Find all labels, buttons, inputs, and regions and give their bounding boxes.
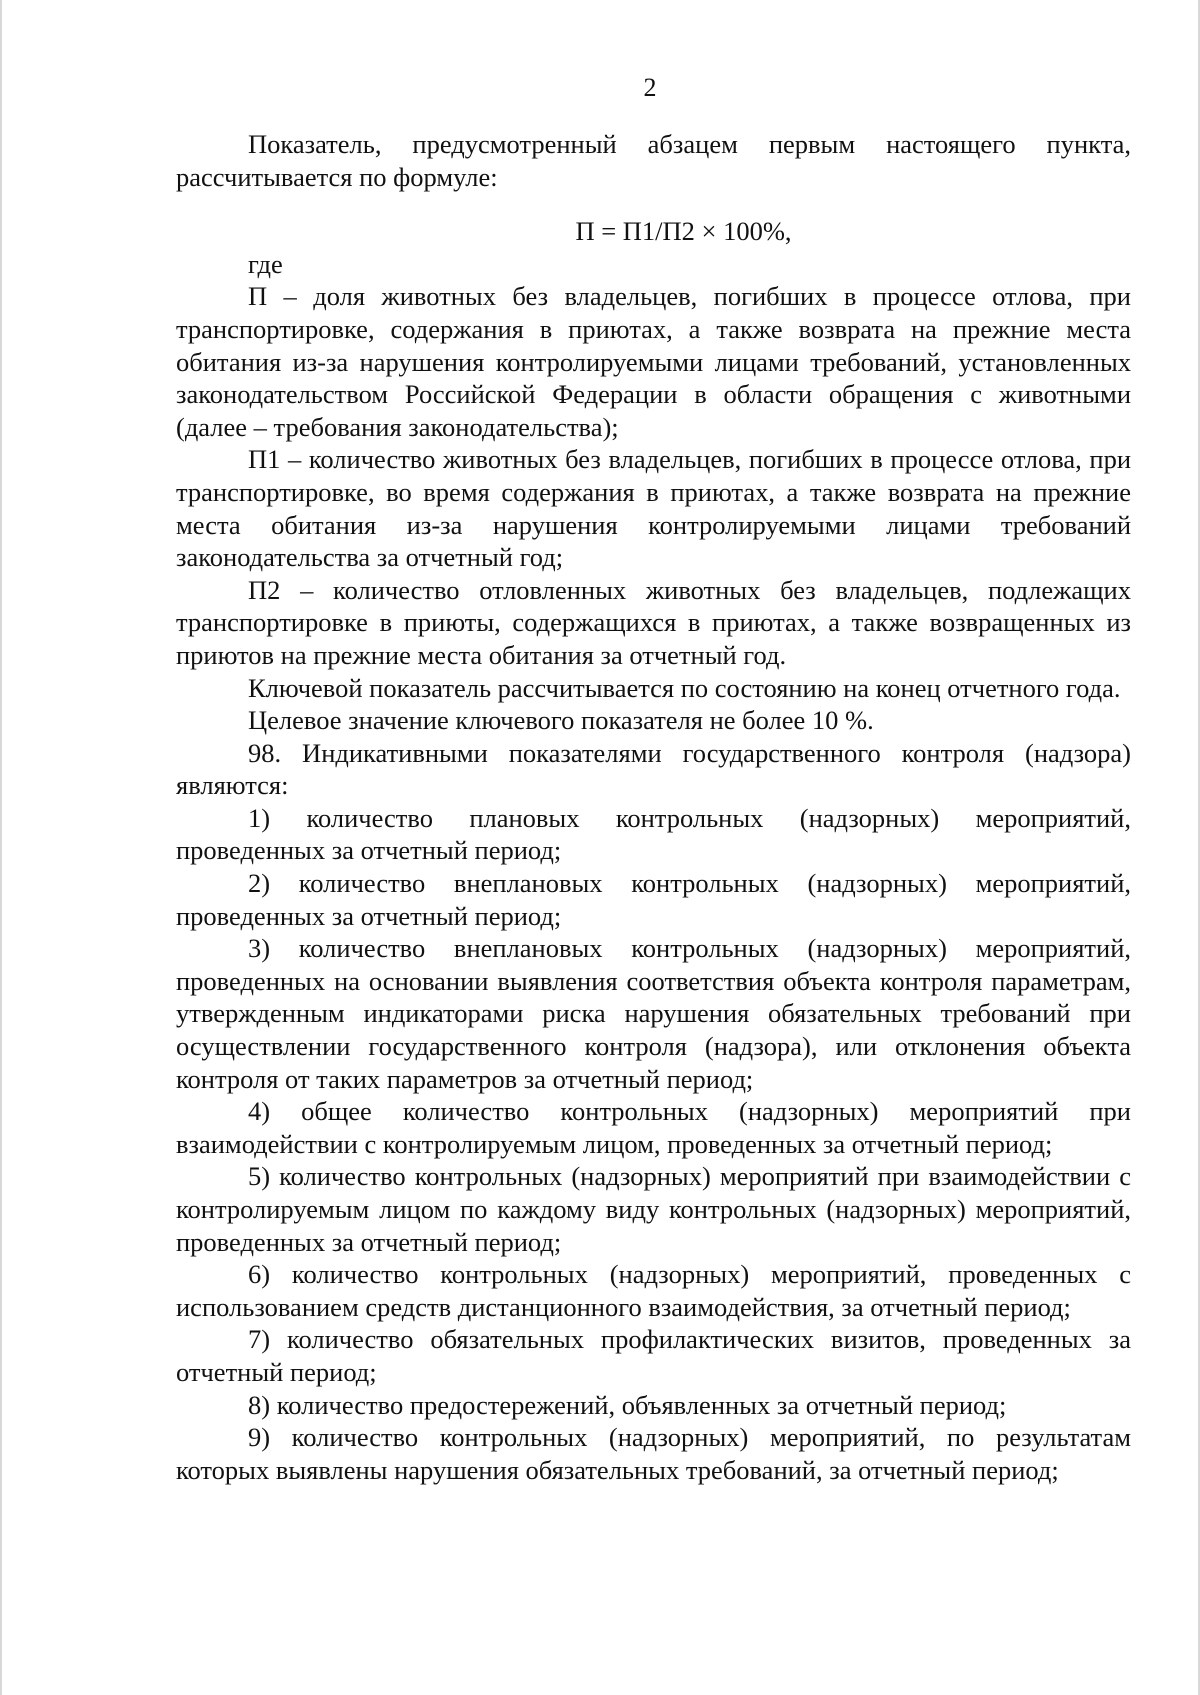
scan-edge-left <box>0 0 2 1695</box>
document-body <box>176 128 1131 1486</box>
list-item-7: 7) количество обязательных профилактических визитов, проведенных за отчетный период; <box>176 1324 1131 1387</box>
list-item-4: 4) общее количество контрольных (надзорных) мероприятий при взаимодействии с контролируемым лицом, проведенных за отчетный период; <box>176 1096 1131 1159</box>
paragraph-def-p1: П1 – количество животных без владельцев, погибших в процессе отлова, при транспортировке, во время содержания в приютах, а также возврата на прежние места обитания из-за нарушения контролируемыми лицами требований законодательства за отчетный год; <box>176 444 1131 573</box>
list-item-3: 3) количество внеплановых контрольных (надзорных) мероприятий, проведенных на основании выявления соответствия объекта контроля параметрам, утвержденным индикаторами риска нарушения обязательных требований при осуществлении государственного контроля (надзора), или отклонения объекта контроля от таких параметров за отчетный период; <box>176 933 1131 1094</box>
list-item-6: 6) количество контрольных (надзорных) мероприятий, проведенных с использованием средств дистанционного взаимодействия, за отчетный период; <box>176 1259 1131 1322</box>
paragraph-def-p: П – доля животных без владельцев, погибших в процессе отлова, при транспортировке, содержания в приютах, а также возврата на прежние места обитания из-за нарушения контролируемыми лицами требований, установленных законодательством Российской Федерации в области обращения с животными (далее – требования законодательства); <box>176 281 1131 442</box>
paragraph-key-state: Ключевой показатель рассчитывается по состоянию на конец отчетного года. <box>248 672 1121 703</box>
paragraph-intro: Показатель, предусмотренный абзацем первым настоящего пункта, рассчитывается по формуле: <box>176 129 1131 192</box>
list-item-1: 1) количество плановых контрольных (надзорных) мероприятий, проведенных за отчетный период; <box>176 802 1131 866</box>
paragraph-def-p2: П2 – количество отловленных животных без владельцев, подлежащих транспортировке в приюты, содержащихся в приютах, а также возвращенных из приютов на прежние места обитания за отчетный год. <box>176 574 1131 670</box>
paragraph-target: Целевое значение ключевого показателя не более 10 %. <box>248 705 874 736</box>
list-item-5: 5) количество контрольных (надзорных) мероприятий при взаимодействии с контролируемым лицом по каждому виду контрольных (надзорных) мероприятий, проведенных за отчетный период; <box>176 1161 1131 1257</box>
page-number: 2 <box>643 73 657 102</box>
paragraph-where: где <box>248 248 283 279</box>
list-item-9: 9) количество контрольных (надзорных) мероприятий, по результатам которых выявлены нарушения обязательных требований, за отчетный период; <box>176 1422 1131 1485</box>
formula: П = П1/П2 × 100%, <box>575 216 792 247</box>
list-item-8: 8) количество предостережений, объявленных за отчетный период; <box>248 1389 1007 1420</box>
list-item-2: 2) количество внеплановых контрольных (надзорных) мероприятий, проведенных за отчетный период; <box>176 868 1131 931</box>
paragraph-item-98: 98. Индикативными показателями государственного контроля (надзора) являются: <box>176 737 1131 801</box>
